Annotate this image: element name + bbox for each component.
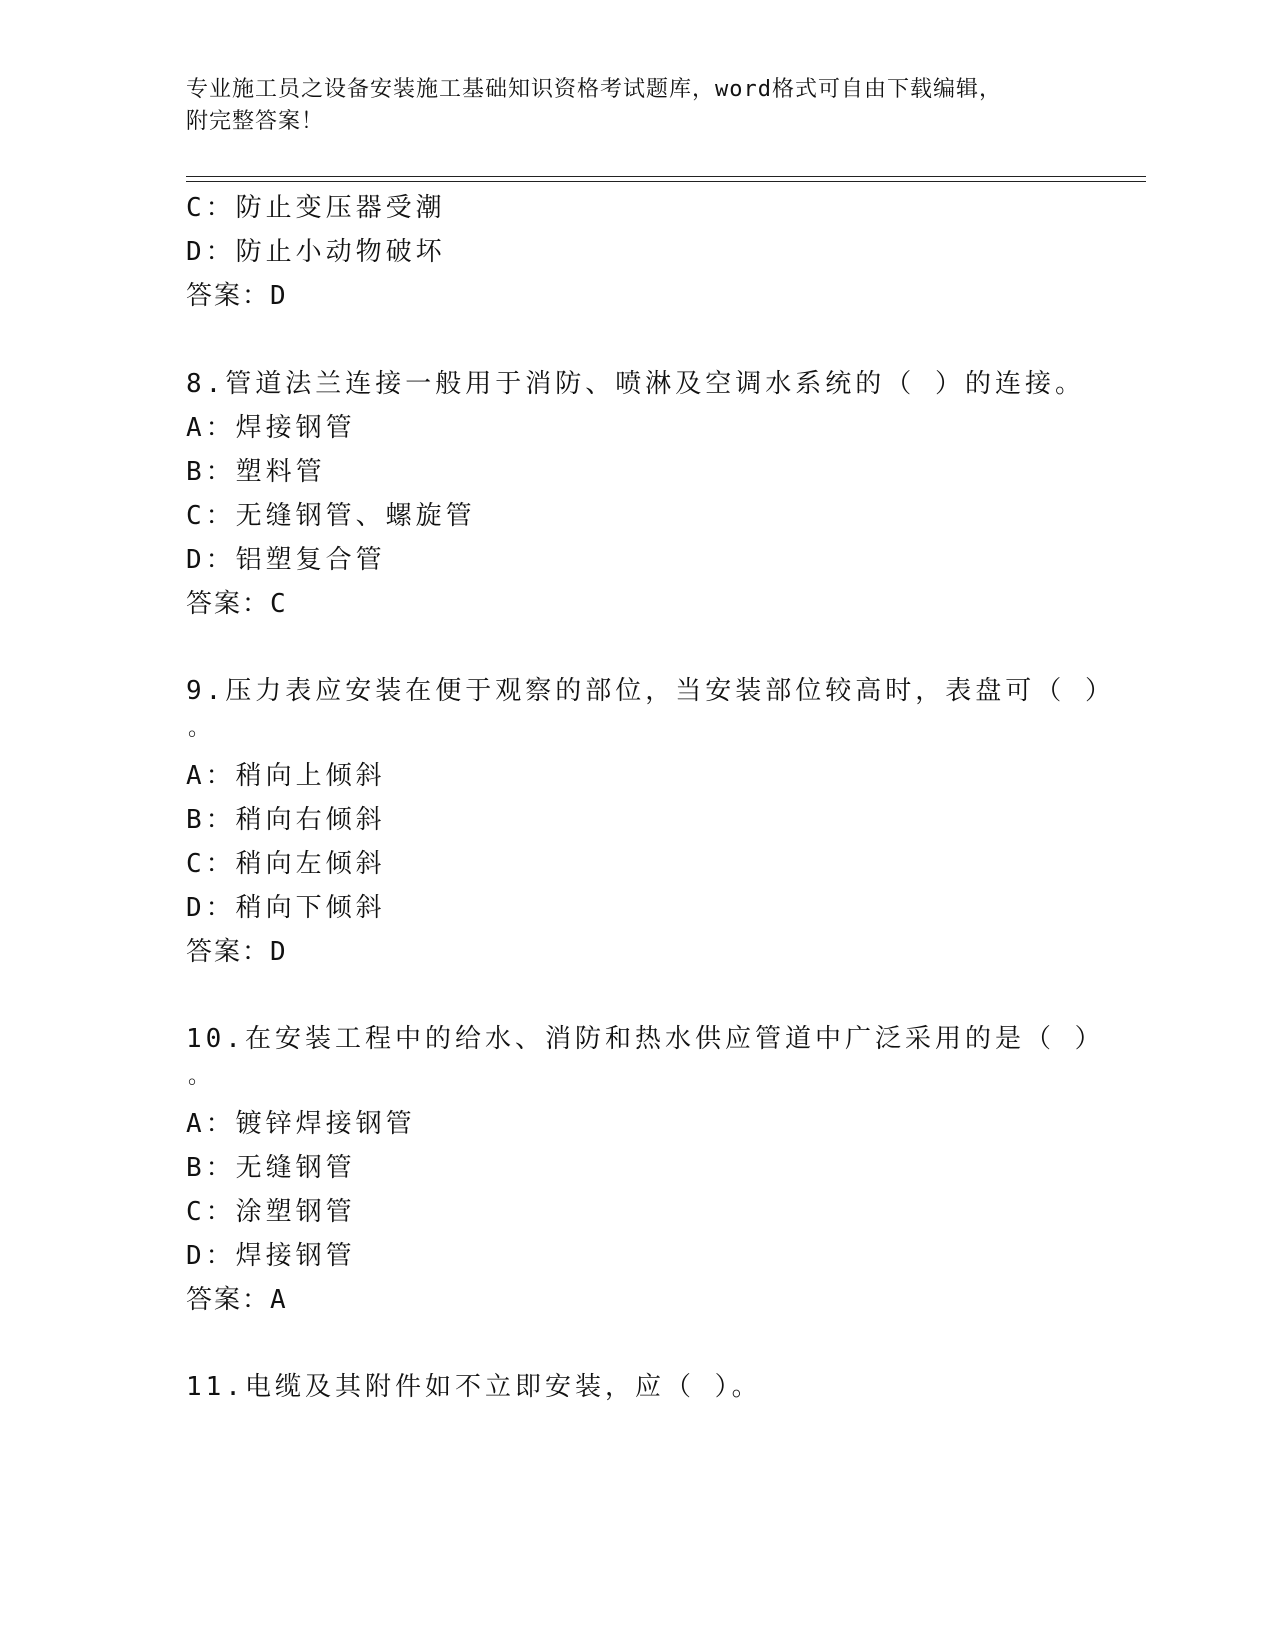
q8-option-a: A：焊接钢管	[186, 413, 356, 443]
q8-option-b: B：塑料管	[186, 457, 326, 487]
q7-option-d: D：防止小动物破坏	[186, 237, 446, 267]
q7-option-c: C：防止变压器受潮	[186, 193, 446, 223]
answer-value: C	[270, 589, 287, 619]
header-divider-bottom	[186, 181, 1146, 182]
q8-option-d: D：铝塑复合管	[186, 545, 386, 575]
q9-answer	[186, 937, 287, 967]
answer-label: 答案：	[186, 589, 271, 619]
q10-option-b: B：无缝钢管	[186, 1153, 356, 1183]
q9-question: 9.压力表应安装在便于观察的部位，当安装部位较高时，表盘可（ ）	[186, 676, 1115, 706]
q9-option-d: D：稍向下倾斜	[186, 893, 386, 923]
q8-option-c: C：无缝钢管、螺旋管	[186, 501, 476, 531]
q11-question: 11.电缆及其附件如不立即安装，应（ ）。	[186, 1372, 762, 1402]
q10-answer	[186, 1285, 287, 1315]
q9-option-a: A：稍向上倾斜	[186, 761, 386, 791]
q10-option-d: D：焊接钢管	[186, 1241, 356, 1271]
q9-option-c: C：稍向左倾斜	[186, 849, 386, 879]
answer-label: 答案：	[186, 1285, 271, 1315]
header-line-2: 附完整答案！	[186, 109, 325, 134]
q10-option-c: C：涂塑钢管	[186, 1197, 356, 1227]
q9-option-b: B：稍向右倾斜	[186, 805, 386, 835]
header-line-1: 专业施工员之设备安装施工基础知识资格考试题库，word格式可自由下载编辑，	[186, 77, 1002, 102]
answer-label: 答案：	[186, 281, 271, 311]
q8-answer	[186, 589, 287, 619]
q10-question: 10.在安装工程中的给水、消防和热水供应管道中广泛采用的是（ ）	[186, 1024, 1105, 1054]
q8-question: 8.管道法兰连接一般用于消防、喷淋及空调水系统的（ ）的连接。	[186, 369, 1085, 399]
header-divider-top	[186, 176, 1146, 177]
document-header	[186, 74, 1086, 138]
q10-question-end: 。	[188, 1064, 211, 1089]
q9-question-end: 。	[188, 716, 211, 741]
q10-option-a: A：镀锌焊接钢管	[186, 1109, 416, 1139]
q7-answer	[186, 281, 287, 311]
answer-label: 答案：	[186, 937, 271, 967]
answer-value: D	[270, 937, 287, 967]
answer-value: A	[270, 1285, 287, 1315]
answer-value: D	[270, 281, 287, 311]
